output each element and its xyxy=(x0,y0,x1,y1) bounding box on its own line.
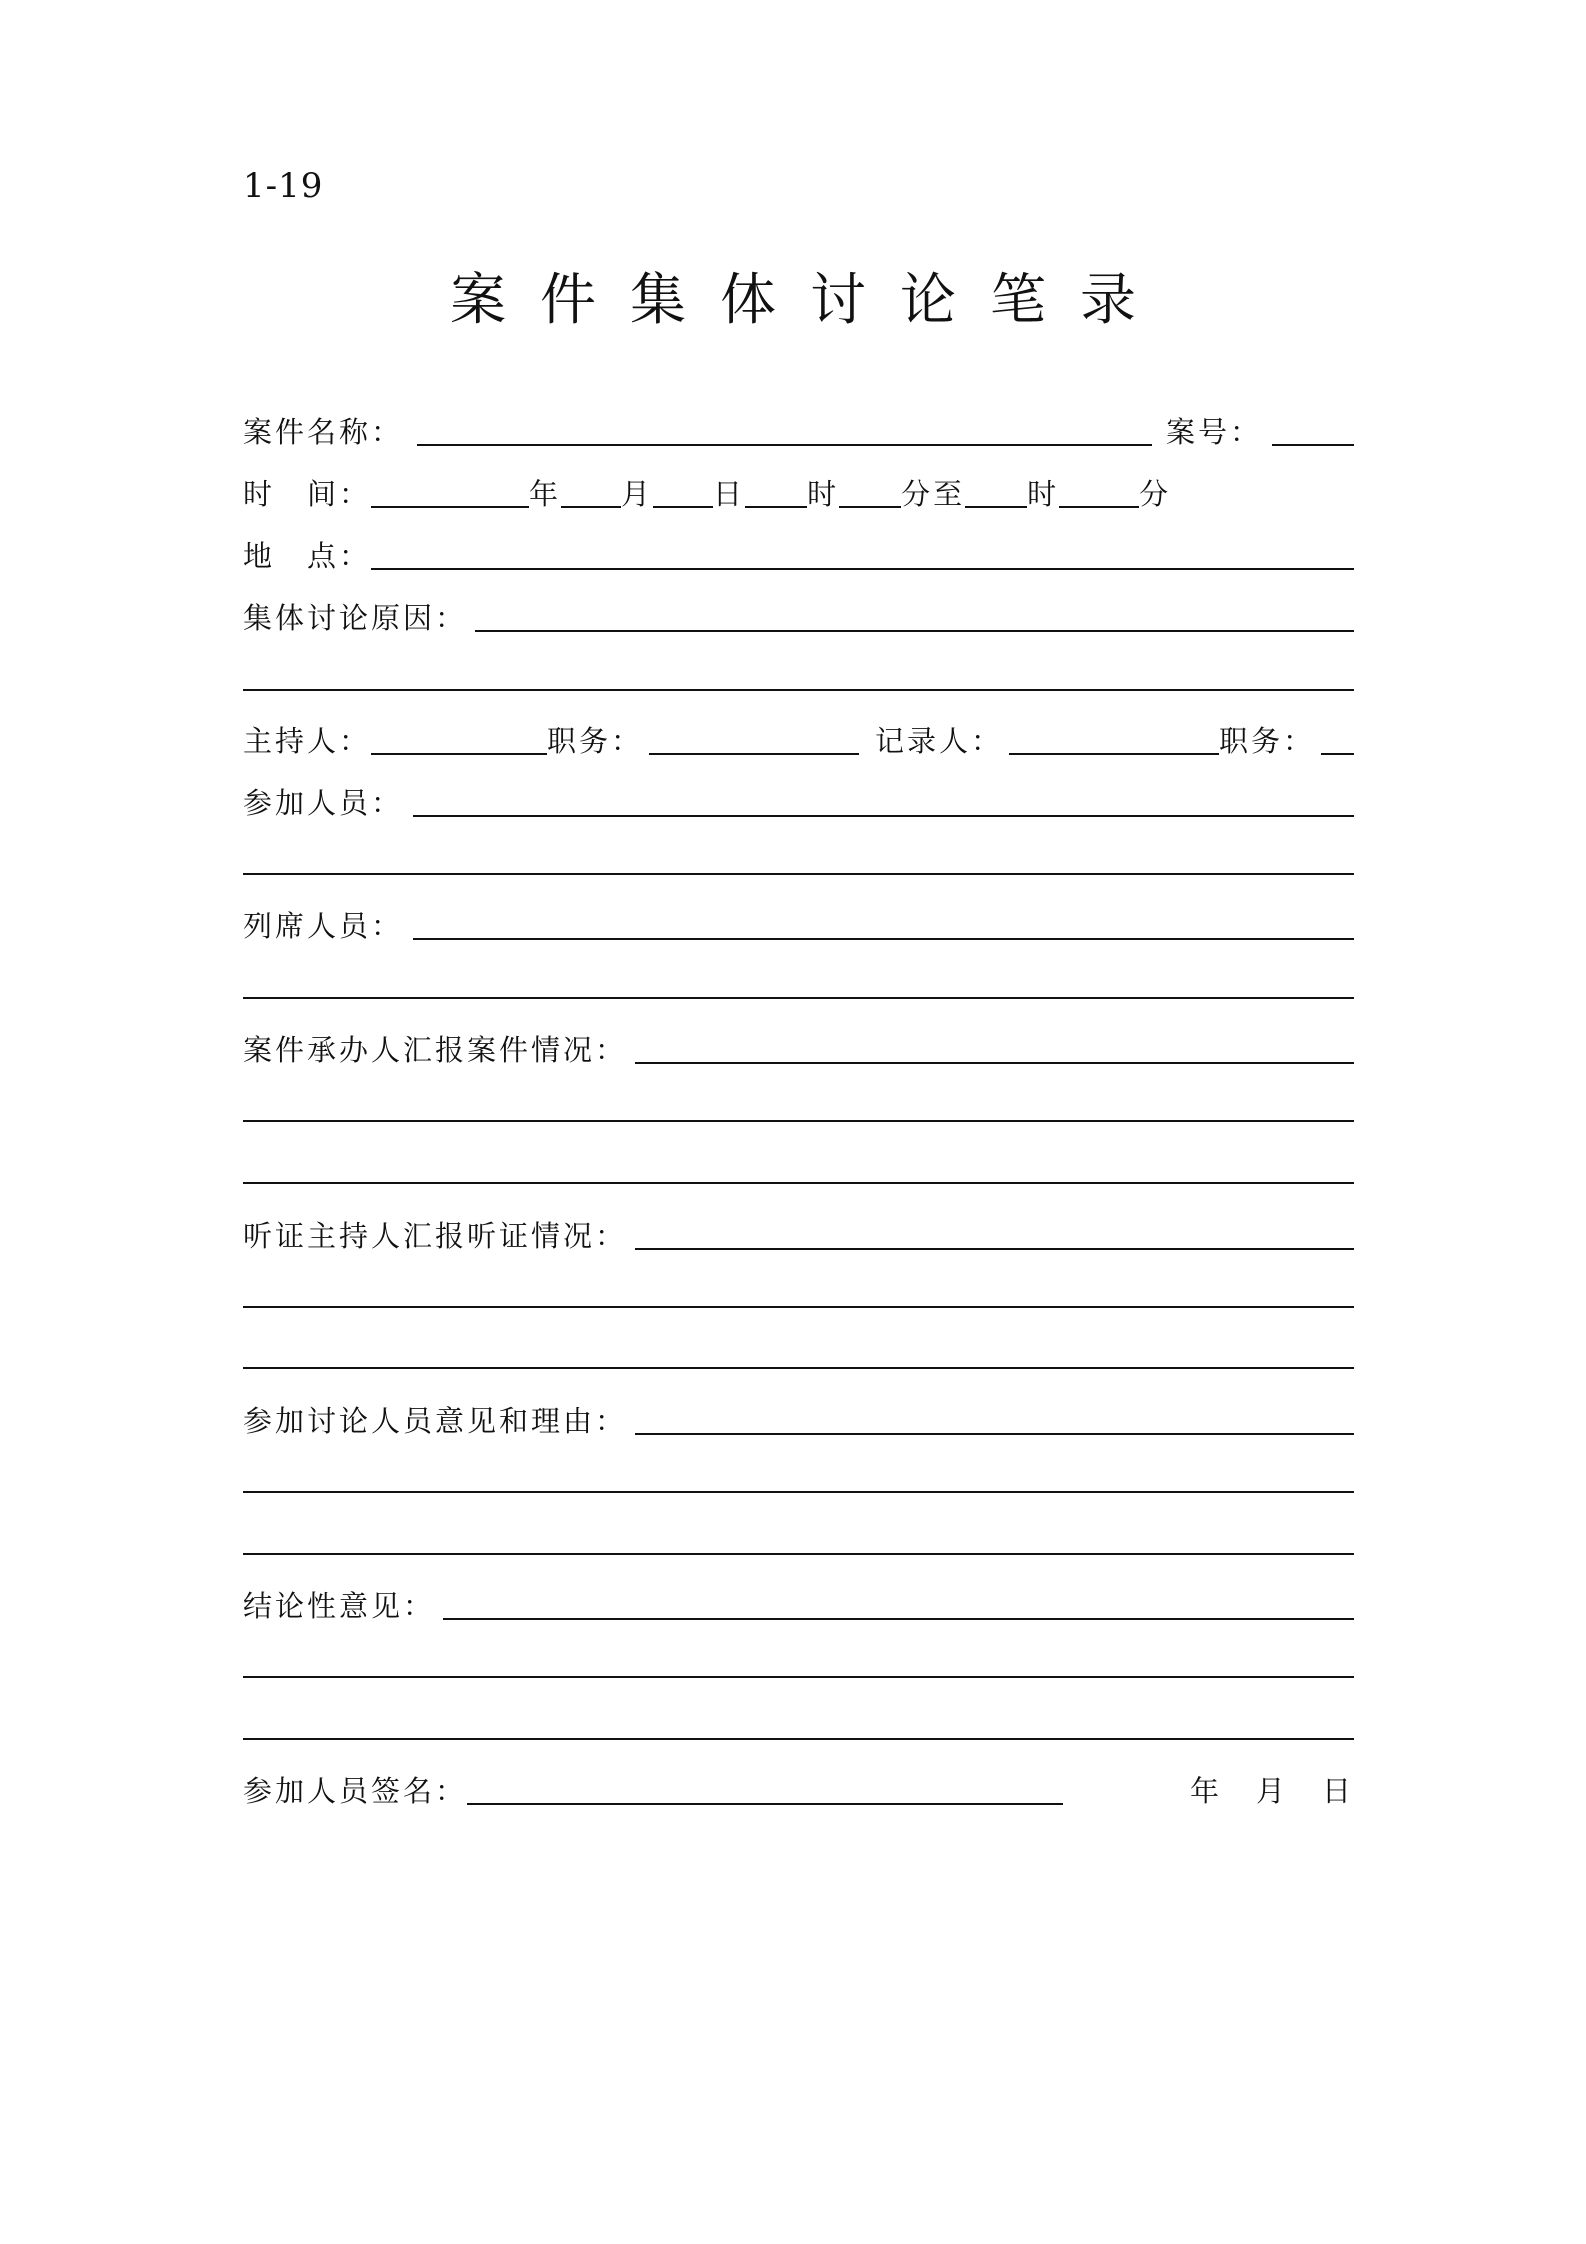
host-field[interactable] xyxy=(371,723,547,755)
case-no-field[interactable] xyxy=(1272,414,1354,446)
year-field[interactable] xyxy=(371,476,529,508)
host-title-label: 职务： xyxy=(547,724,644,758)
opinions-field[interactable] xyxy=(635,1403,1354,1435)
case-name-label: 案件名称： xyxy=(243,415,404,449)
case-no-label: 案号： xyxy=(1165,415,1262,449)
reason-row xyxy=(243,594,1354,638)
host-row xyxy=(243,717,1354,761)
signature-year-unit: 年 xyxy=(1189,1774,1222,1808)
end-minute-field[interactable] xyxy=(1059,476,1139,508)
case-report-field[interactable] xyxy=(635,1032,1354,1064)
case-report-field-line-2[interactable] xyxy=(243,1120,1354,1122)
end-hour-unit: 时 xyxy=(1027,477,1060,511)
host-label: 主持人： xyxy=(243,724,372,758)
opinions-row xyxy=(243,1397,1354,1441)
end-minute-unit: 分 xyxy=(1139,477,1172,511)
host-title-field[interactable] xyxy=(649,723,859,755)
participants-field-line-2[interactable] xyxy=(243,873,1354,875)
start-hour-field[interactable] xyxy=(745,476,807,508)
place-label: 地 点： xyxy=(243,539,372,573)
attendees-label: 列席人员： xyxy=(243,909,404,943)
recorder-label: 记录人： xyxy=(875,724,1004,758)
case-report-label: 案件承办人汇报案件情况： xyxy=(243,1033,628,1067)
hearing-report-label: 听证主持人汇报听证情况： xyxy=(243,1219,628,1253)
start-minute-field[interactable] xyxy=(839,476,901,508)
case-report-field-line-3[interactable] xyxy=(243,1182,1354,1184)
start-hour-unit: 时 xyxy=(807,477,840,511)
hearing-report-field-line-3[interactable] xyxy=(243,1367,1354,1369)
hearing-report-field-line-2[interactable] xyxy=(243,1306,1354,1308)
signature-field[interactable] xyxy=(467,1773,1063,1805)
signature-day-unit: 日 xyxy=(1321,1774,1354,1808)
opinions-field-line-3[interactable] xyxy=(243,1553,1354,1555)
case-name-row xyxy=(243,408,1354,452)
time-row xyxy=(243,470,1354,514)
reason-label: 集体讨论原因： xyxy=(243,601,468,635)
conclusion-field-line-3[interactable] xyxy=(243,1738,1354,1740)
conclusion-label: 结论性意见： xyxy=(243,1589,436,1623)
form-number: 1-19 xyxy=(243,166,324,206)
signature-date xyxy=(1190,1773,1354,1811)
place-field[interactable] xyxy=(371,538,1354,570)
conclusion-field-line-2[interactable] xyxy=(243,1676,1354,1678)
signature-month-unit: 月 xyxy=(1255,1774,1288,1808)
hearing-report-row xyxy=(243,1212,1354,1256)
form-title: 案件集体讨论笔录 xyxy=(450,268,1170,333)
recorder-title-field[interactable] xyxy=(1321,723,1354,755)
time-label: 时 间： xyxy=(243,477,372,511)
reason-field-line-2[interactable] xyxy=(243,689,1354,691)
conclusion-row xyxy=(243,1582,1354,1626)
case-name-field[interactable] xyxy=(417,414,1152,446)
hearing-report-field[interactable] xyxy=(635,1218,1354,1250)
day-unit: 日 xyxy=(713,477,746,511)
attendees-field-line-2[interactable] xyxy=(243,997,1354,999)
case-report-row xyxy=(243,1026,1354,1070)
minute-to-unit: 分至 xyxy=(901,477,966,511)
month-field[interactable] xyxy=(561,476,621,508)
reason-field[interactable] xyxy=(475,600,1354,632)
day-field[interactable] xyxy=(653,476,713,508)
end-hour-field[interactable] xyxy=(965,476,1027,508)
recorder-title-label: 职务： xyxy=(1219,724,1316,758)
year-unit: 年 xyxy=(529,477,562,511)
attendees-field[interactable] xyxy=(413,908,1354,940)
place-row xyxy=(243,532,1354,576)
opinions-label: 参加讨论人员意见和理由： xyxy=(243,1404,628,1438)
attendees-row xyxy=(243,902,1354,946)
recorder-field[interactable] xyxy=(1009,723,1219,755)
month-unit: 月 xyxy=(621,477,654,511)
participants-field[interactable] xyxy=(413,785,1354,817)
participants-label: 参加人员： xyxy=(243,786,404,820)
conclusion-field[interactable] xyxy=(443,1588,1354,1620)
signature-label: 参加人员签名： xyxy=(243,1774,468,1808)
opinions-field-line-2[interactable] xyxy=(243,1491,1354,1493)
participants-row xyxy=(243,779,1354,823)
signature-row xyxy=(243,1767,1354,1811)
